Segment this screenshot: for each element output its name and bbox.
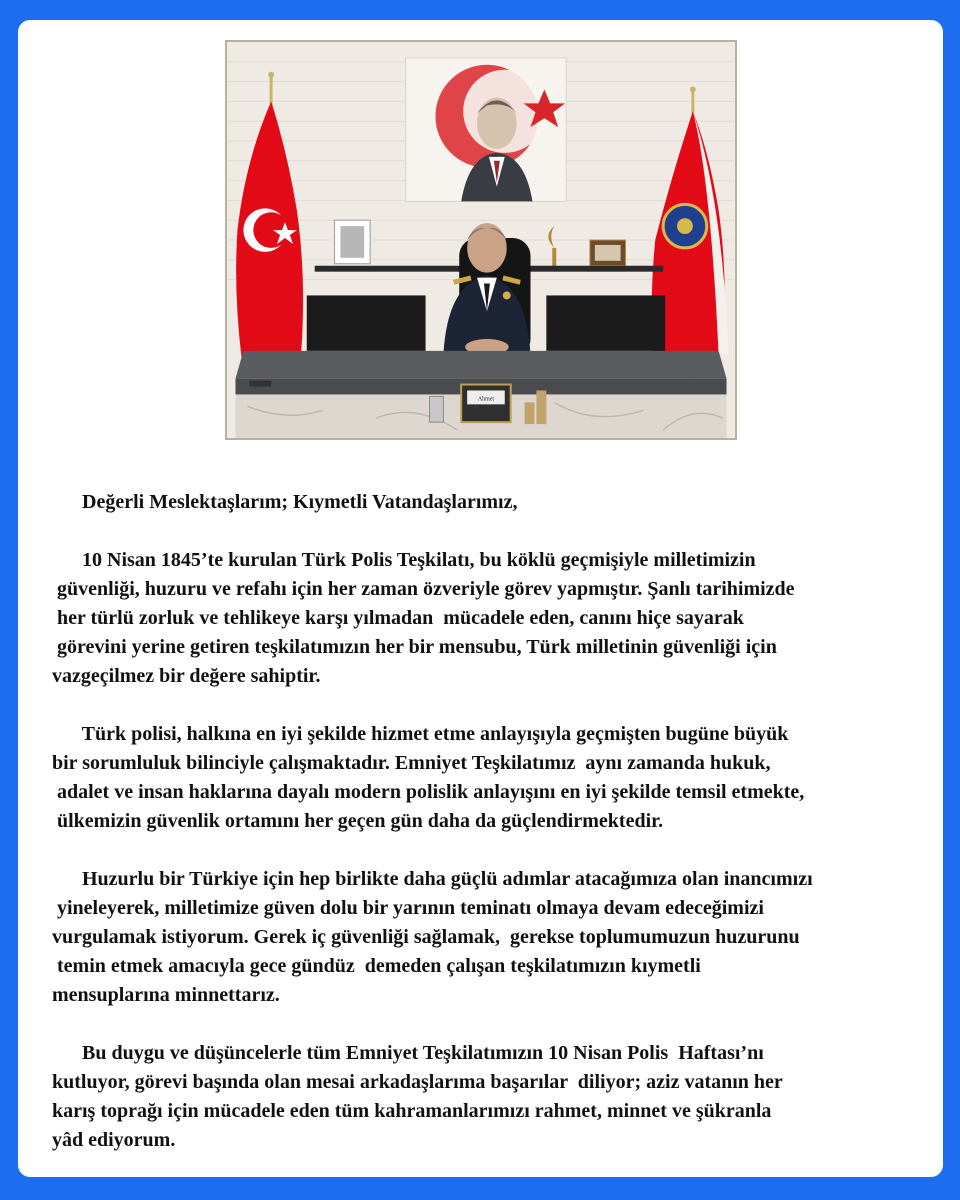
paragraph — [52, 1039, 942, 1155]
wall-portrait — [406, 58, 566, 202]
paragraph-line: bir sorumluluk bilinciyle çalışmaktadır. Emniyet Teşkilatımız aynı zamanda hukuk, — [52, 752, 771, 774]
paragraph-line: adalet ve insan haklarına dayalı modern polislik anlayışını en iyi şekilde temsil etmekte, — [52, 781, 805, 803]
nameplate-text: Ahmet — [477, 396, 495, 403]
letter-body — [52, 488, 942, 1155]
paragraph-line: her türlü zorluk ve tehlikeye karşı yılmadan mücadele eden, canını hiçe sayarak — [52, 607, 744, 629]
letter-greeting: Değerli Meslektaşlarım; Kıymetli Vatandaşlarımız, — [52, 491, 518, 513]
desk — [235, 351, 726, 438]
paragraph-line: güvenliği, huzuru ve refahı için her zaman özveriyle görev yapmıştır. Şanlı tarihimizde — [52, 578, 795, 600]
paragraph-line: vazgeçilmez bir değere sahiptir. — [52, 665, 321, 687]
paragraph-line: karış toprağı için mücadele eden tüm kahramanlarımızı rahmet, minnet ve şükranla — [52, 1100, 772, 1122]
paragraph-line: yineleyerek, milletimize güven dolu bir yarının teminatı olmaya devam edeceğimizi — [52, 897, 764, 919]
paragraph-line: vurgulamak istiyorum. Gerek iç güvenliği sağlamak, gerekse toplumumuzun huzurunu — [52, 926, 800, 948]
paragraph-line: Huzurlu bir Türkiye için hep birlikte daha güçlü adımlar atacağımıza olan inancımızı — [52, 868, 813, 890]
office-portrait-photo — [225, 40, 737, 440]
paragraph-line: ülkemizin güvenlik ortamını her geçen gün daha da güçlendirmektedir. — [52, 810, 664, 832]
paragraph-line: 10 Nisan 1845’te kurulan Türk Polis Teşkilatı, bu köklü geçmişiyle milletimizin — [52, 549, 756, 571]
paragraph-line: mensuplarına minnettarız. — [52, 984, 280, 1006]
paragraph — [52, 546, 942, 691]
paragraph — [52, 720, 942, 836]
office-scene-illustration — [227, 42, 735, 438]
paragraph-line: kutluyor, görevi başında olan mesai arkadaşlarıma başarılar diliyor; aziz vatanın her — [52, 1071, 783, 1093]
paragraph-line: Bu duygu ve düşüncelerle tüm Emniyet Teşkilatımızın 10 Nisan Polis Haftası’nı — [52, 1042, 764, 1064]
paragraph-line: görevini yerine getiren teşkilatımızın her bir mensubu, Türk milletinin güvenliği için — [52, 636, 777, 658]
paragraph-line: Türk polisi, halkına en iyi şekilde hizmet etme anlayışıyla geçmişten bugüne büyük — [52, 723, 789, 745]
paragraph-line: temin etmek amacıyla gece gündüz demeden çalışan teşkilatımızın kıymetli — [52, 955, 701, 977]
paragraph-line: yâd ediyorum. — [52, 1129, 176, 1151]
paragraph — [52, 865, 942, 1010]
